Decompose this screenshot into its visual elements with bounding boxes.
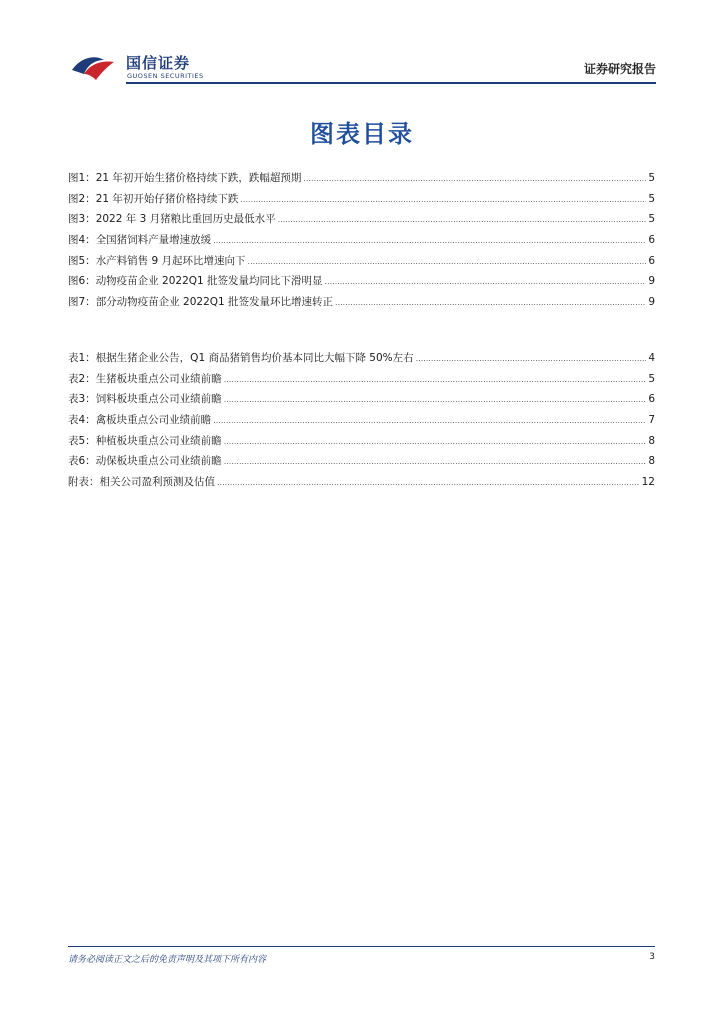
toc-entry-label: 表5： [68, 434, 96, 447]
toc-entry-title: 根据生猪企业公告，Q1 商品猪销售均价基本同比大幅下降 50%左右 [95, 352, 414, 364]
toc-entry-page: 6 [648, 393, 655, 406]
logo-text-en: GUOSEN SECURITIES [127, 72, 204, 80]
table-toc-item[interactable] [68, 371, 655, 392]
toc-leader-dots [335, 296, 646, 308]
toc-entry-page: 9 [648, 275, 655, 288]
table-toc-item[interactable] [68, 453, 655, 474]
guosen-logo-icon [70, 52, 120, 82]
toc-entry-title: 禽板块重点公司业绩前瞻 [95, 414, 212, 427]
table-toc-item[interactable] [68, 433, 655, 454]
toc-entry-label: 图4： [68, 234, 96, 247]
figure-toc-item[interactable] [68, 294, 655, 315]
figure-toc-item[interactable] [68, 232, 655, 253]
toc-leader-dots [224, 373, 647, 385]
toc-entry-title: 2022 年 3 月猪粮比重回历史最低水平 [95, 213, 276, 226]
toc-entry-page: 8 [648, 455, 655, 468]
toc-entry-label: 表1： [68, 352, 96, 364]
toc-entry-page: 5 [648, 172, 655, 184]
page-title: 图表目录 [310, 120, 414, 148]
toc-leader-dots [213, 414, 646, 426]
toc-leader-dots [278, 213, 647, 225]
toc-entry-label: 图3： [68, 213, 96, 226]
toc-entry-page: 9 [648, 296, 655, 309]
page-number: 3 [649, 952, 655, 962]
footer-disclaimer: 请务必阅读正文之后的免责声明及其项下所有内容 [68, 955, 267, 965]
toc-entry-title: 部分动物疫苗企业 2022Q1 批签发量环比增速转正 [95, 296, 334, 309]
toc-entry-label: 表3： [68, 393, 96, 406]
report-type-label: 证券研究报告 [583, 62, 656, 76]
figure-toc-item[interactable] [68, 191, 655, 212]
toc-entry-page: 5 [648, 192, 655, 205]
toc-leader-dots [213, 234, 646, 246]
toc-entry-page: 6 [648, 234, 655, 247]
toc-entry-label: 表2： [68, 372, 96, 385]
toc-leader-dots [240, 193, 646, 205]
toc-entry-title: 饲料板块重点公司业绩前瞻 [95, 393, 222, 406]
toc-leader-dots [224, 393, 647, 405]
toc-entry-page: 6 [648, 254, 655, 267]
table-toc-item[interactable] [68, 474, 655, 495]
toc-entry-title: 种植板块重点公司业绩前瞻 [95, 434, 222, 447]
table-toc-item[interactable] [68, 391, 655, 412]
logo-text-cn: 国信证券 [126, 54, 191, 72]
toc-entry-label: 图2： [68, 192, 96, 205]
toc-entry-page: 4 [648, 352, 655, 364]
toc-entry-title: 动保板块重点公司业绩前瞻 [95, 455, 222, 468]
toc-entry-page: 8 [648, 434, 655, 447]
figure-toc-item[interactable] [68, 211, 655, 232]
toc-entry-page: 5 [648, 372, 655, 385]
figure-toc-item[interactable] [68, 253, 655, 274]
table-toc-item[interactable] [68, 412, 655, 433]
toc-leader-dots [224, 455, 647, 467]
toc-entry-title: 相关公司盈利预测及估值 [99, 476, 215, 489]
toc-entry-page: 7 [648, 414, 655, 427]
toc-leader-dots [217, 476, 640, 488]
toc-leader-dots [224, 435, 647, 447]
toc-entry-label: 附表： [68, 476, 100, 489]
toc-leader-dots [303, 172, 646, 184]
toc-entry-title: 21 年初开始生猪价格持续下跌，跌幅超预期 [95, 172, 302, 184]
figure-toc-item[interactable] [68, 170, 655, 191]
figure-list [68, 170, 655, 315]
toc-entry-title: 生猪板块重点公司业绩前瞻 [95, 372, 222, 385]
toc-leader-dots [325, 275, 647, 287]
footer-divider [68, 946, 655, 947]
toc-entry-label: 图6： [68, 275, 96, 288]
toc-entry-label: 图7： [68, 296, 96, 309]
toc-leader-dots [248, 255, 647, 267]
toc-entry-title: 动物疫苗企业 2022Q1 批签发量均同比下滑明显 [95, 275, 323, 288]
toc-entry-title: 全国猪饲料产量增速放缓 [95, 234, 212, 247]
toc-leader-dots [416, 352, 647, 364]
toc-entry-label: 表6： [68, 455, 96, 468]
toc-entry-title: 21 年初开始仔猪价格持续下跌 [95, 192, 239, 205]
table-toc-item[interactable] [68, 350, 655, 371]
toc-entry-title: 水产料销售 9 月起环比增速向下 [95, 254, 246, 267]
toc-entry-page: 12 [641, 476, 655, 489]
toc-entry-page: 5 [648, 213, 655, 226]
toc-entry-label: 图5： [68, 254, 96, 267]
header-divider [126, 82, 656, 84]
table-list [68, 350, 655, 495]
figure-toc-item[interactable] [68, 273, 655, 294]
toc-entry-label: 表4： [68, 414, 96, 427]
toc-entry-label: 图1： [68, 172, 96, 184]
